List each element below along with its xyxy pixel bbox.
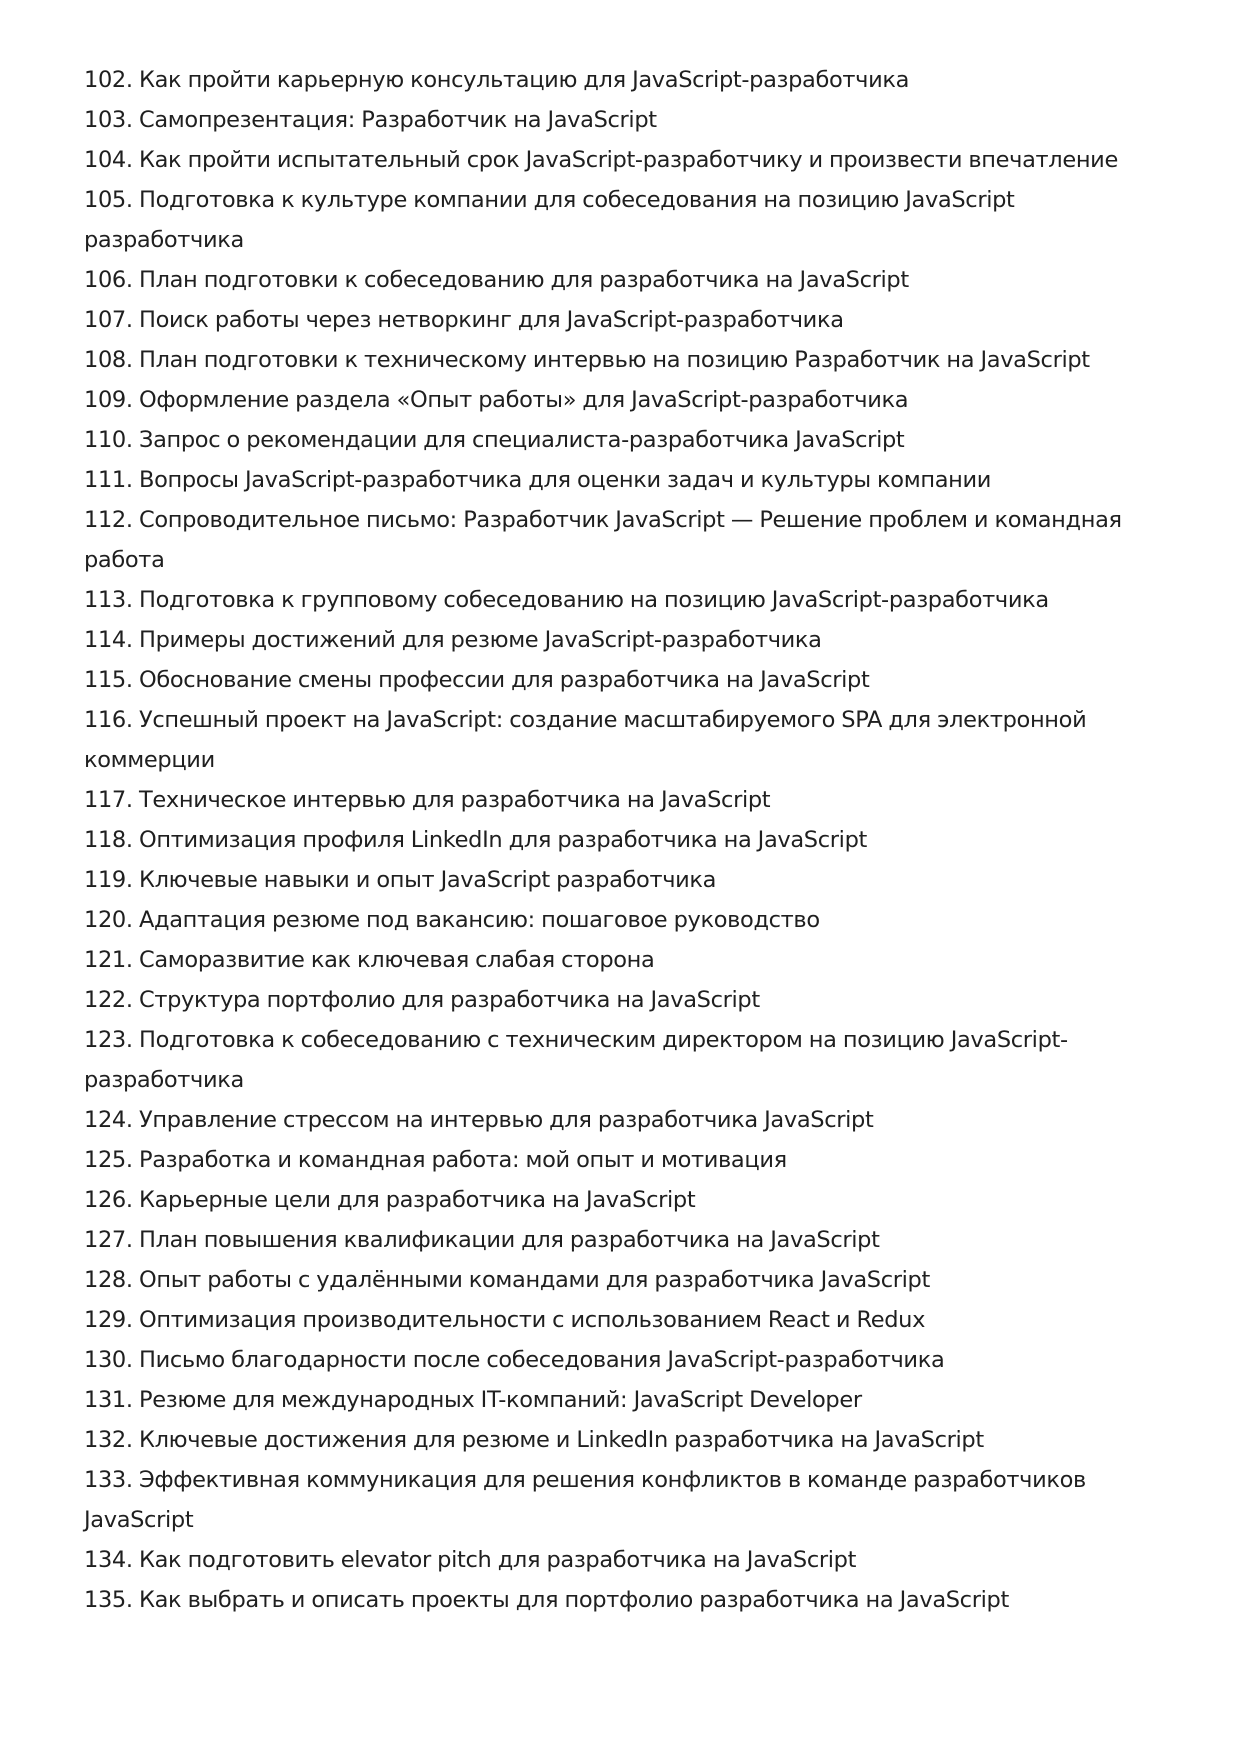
toc-item: 121. Саморазвитие как ключевая слабая сторона — [84, 947, 655, 973]
toc-item: 122. Структура портфолио для разработчика на JavaScript — [84, 987, 760, 1013]
toc-item: 128. Опыт работы с удалёнными командами для разработчика JavaScript — [84, 1267, 930, 1293]
toc-item: 132. Ключевые достижения для резюме и LinkedIn разработчика на JavaScript — [84, 1427, 984, 1453]
toc-item: 126. Карьерные цели для разработчика на JavaScript — [84, 1187, 696, 1213]
toc-item: 135. Как выбрать и описать проекты для портфолио разработчика на JavaScript — [84, 1587, 1009, 1613]
toc-item: 113. Подготовка к групповому собеседованию на позицию JavaScript-разработчика — [84, 587, 1049, 613]
toc-item: 116. Успешный проект на JavaScript: создание масштабируемого SPA для электронной коммерции — [84, 707, 1087, 773]
toc-item: 103. Самопрезентация: Разработчик на JavaScript — [84, 107, 657, 133]
toc-item: 117. Техническое интервью для разработчика на JavaScript — [84, 787, 771, 813]
toc-item: 123. Подготовка к собеседованию с техническим директором на позицию JavaScript-разработчика — [84, 1027, 1068, 1093]
toc-item: 111. Вопросы JavaScript-разработчика для оценки задач и культуры компании — [84, 467, 992, 493]
toc-item: 106. План подготовки к собеседованию для разработчика на JavaScript — [84, 267, 909, 293]
toc-item: 114. Примеры достижений для резюме JavaScript-разработчика — [84, 627, 822, 653]
toc-list — [84, 60, 1164, 1620]
toc-item: 108. План подготовки к техническому интервью на позицию Разработчик на JavaScript — [84, 347, 1090, 373]
toc-item: 124. Управление стрессом на интервью для разработчика JavaScript — [84, 1107, 874, 1133]
toc-item: 131. Резюме для международных IT-компаний: JavaScript Developer — [84, 1387, 862, 1413]
toc-item: 119. Ключевые навыки и опыт JavaScript разработчика — [84, 867, 717, 893]
toc-item: 127. План повышения квалификации для разработчика на JavaScript — [84, 1227, 880, 1253]
toc-item: 120. Адаптация резюме под вакансию: пошаговое руководство — [84, 907, 820, 933]
toc-item: 130. Письмо благодарности после собеседования JavaScript-разработчика — [84, 1347, 945, 1373]
toc-item: 129. Оптимизация производительности с использованием React и Redux — [84, 1307, 926, 1333]
toc-item: 105. Подготовка к культуре компании для собеседования на позицию JavaScript разработчика — [84, 187, 1015, 253]
toc-item: 118. Оптимизация профиля LinkedIn для разработчика на JavaScript — [84, 827, 867, 853]
toc-item: 112. Сопроводительное письмо: Разработчик JavaScript — Решение проблем и командная работа — [84, 507, 1122, 573]
toc-item: 125. Разработка и командная работа: мой опыт и мотивация — [84, 1147, 787, 1173]
toc-item: 110. Запрос о рекомендации для специалиста-разработчика JavaScript — [84, 427, 905, 453]
toc-item: 133. Эффективная коммуникация для решения конфликтов в команде разработчиков JavaScript — [84, 1467, 1086, 1533]
toc-item: 109. Оформление раздела «Опыт работы» для JavaScript-разработчика — [84, 387, 909, 413]
toc-item: 134. Как подготовить elevator pitch для разработчика на JavaScript — [84, 1547, 857, 1573]
toc-item: 115. Обоснование смены профессии для разработчика на JavaScript — [84, 667, 870, 693]
toc-item: 104. Как пройти испытательный срок JavaScript-разработчику и произвести впечатление — [84, 147, 1118, 173]
toc-item: 102. Как пройти карьерную консультацию для JavaScript-разработчика — [84, 67, 910, 93]
toc-item: 107. Поиск работы через нетворкинг для JavaScript-разработчика — [84, 307, 844, 333]
